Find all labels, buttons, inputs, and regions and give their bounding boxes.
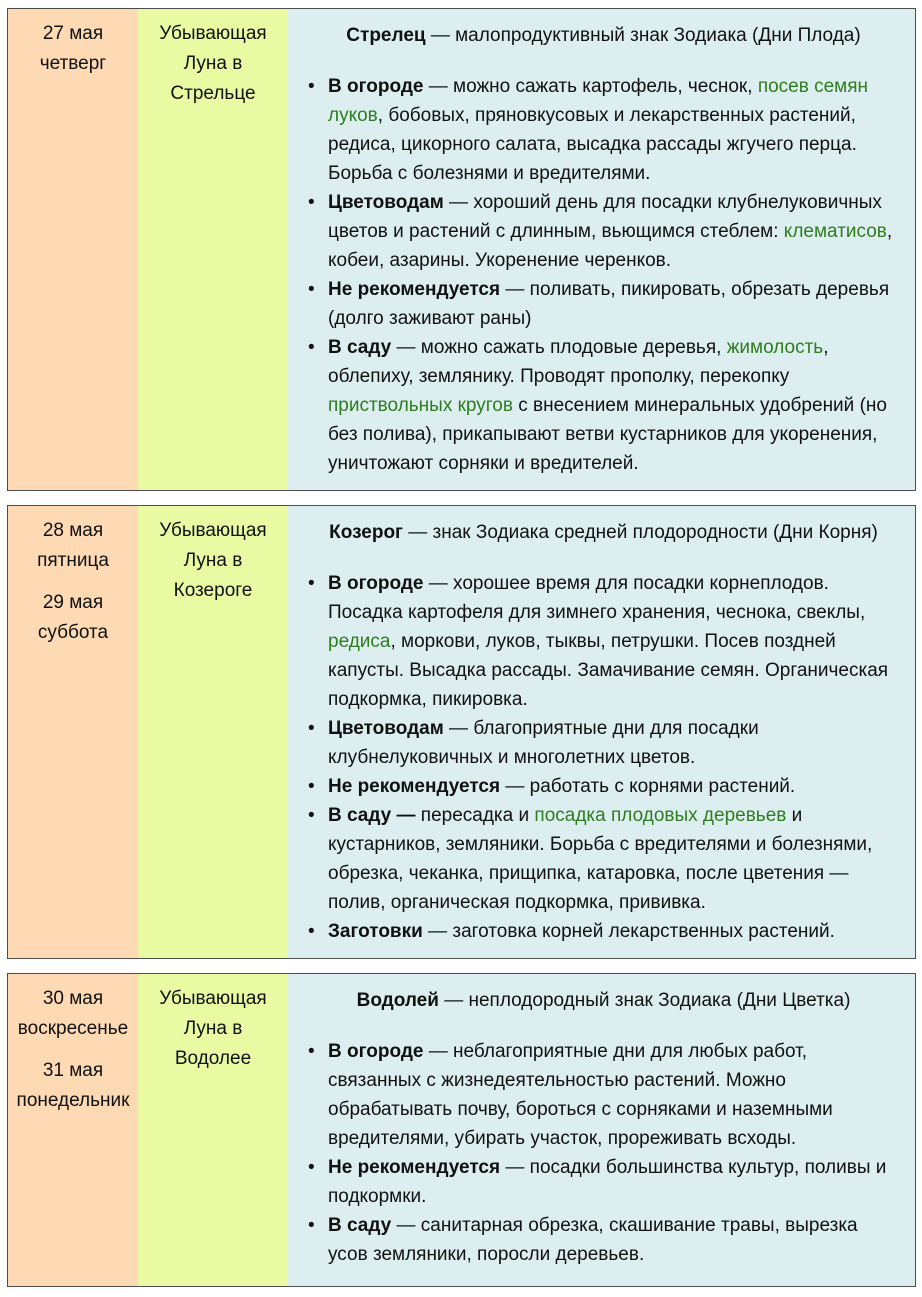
moon-phase-cell: Убывающая Луна в Водолее — [138, 974, 288, 1286]
highlighted-term: приствольных кругов — [328, 395, 513, 416]
details-cell — [288, 506, 915, 958]
date-text: 30 мая воскресенье — [17, 988, 129, 1039]
bullet-label: Не рекомендуется — [328, 279, 501, 300]
zodiac-header — [306, 518, 901, 547]
recommendations-list — [306, 1037, 901, 1269]
recommendation-item — [306, 188, 901, 275]
recommendation-item — [306, 917, 901, 946]
bullet-text: — благоприятные дни для посадки клубнелуковичных и многолетних цветов. — [328, 718, 759, 768]
recommendation-item — [306, 1153, 901, 1211]
bullet-text: — можно сажать картофель, чеснок, — [423, 76, 758, 97]
date-cell — [8, 9, 138, 490]
highlighted-term: посев семян луков — [328, 76, 869, 126]
zodiac-header — [306, 986, 901, 1015]
bullet-text: — поливать, пикировать, обрезать деревья (долго заживают раны) — [328, 279, 890, 329]
recommendation-item — [306, 1211, 901, 1269]
calendar-row — [7, 505, 916, 959]
bullet-text: — знак Зодиака средней плодородности (Дни Корня) — [402, 522, 878, 543]
recommendation-item — [306, 333, 901, 478]
recommendation-item — [306, 714, 901, 772]
bullet-label: В саду — [328, 337, 392, 358]
recommendation-item — [306, 275, 901, 333]
bullet-label: Не рекомендуется — [328, 776, 501, 797]
bullet-label: Заготовки — [328, 921, 423, 942]
date-text: 27 мая четверг — [39, 23, 107, 74]
bullet-text: , облепиху, землянику. Проводят прополку, перекопку — [328, 337, 829, 387]
recommendation-item — [306, 1037, 901, 1153]
bullet-text: пересадка и — [415, 805, 535, 826]
details-cell — [288, 974, 915, 1286]
recommendation-item — [306, 72, 901, 188]
bullet-text: — хорошее время для посадки корнеплодов. Посадка картофеля для зимнего хранения, чеснока, свеклы, — [328, 573, 866, 623]
date-text: 29 мая суббота — [37, 592, 109, 643]
date-text: 28 мая пятница — [37, 520, 109, 571]
bullet-label: Цветоводам — [328, 718, 444, 739]
bullet-text: — санитарная обрезка, скашивание травы, вырезка усов земляники, поросли деревьев. — [328, 1215, 858, 1265]
bullet-text: — заготовка корней лекарственных растений. — [422, 921, 835, 942]
bullet-text: — можно сажать плодовые деревья, — [391, 337, 727, 358]
bullet-label: Цветоводам — [328, 192, 444, 213]
date-cell — [8, 506, 138, 958]
bullet-label: Водолей — [356, 990, 439, 1011]
bullet-label: В огороде — [328, 1041, 424, 1062]
bullet-text: , моркови, луков, тыквы, петрушки. Посев поздней капусты. Высадка рассады. Замачивание семян. Органическая подкормка, пикировка. — [328, 631, 889, 710]
recommendation-item — [306, 801, 901, 917]
recommendation-item — [306, 569, 901, 714]
bullet-label: В саду — — [328, 805, 416, 826]
bullet-label: Стрелец — [346, 25, 426, 46]
calendar-row — [7, 973, 916, 1287]
bullet-text: — работать с корнями растений. — [500, 776, 796, 797]
date-cell — [8, 974, 138, 1286]
bullet-text: — неблагоприятные дни для любых работ, связанных с жизнедеятельностью растений. Можно обрабатывать почву, бороться с сорняками и наземными вредителями, убирать участок, прореживать всходы. — [328, 1041, 833, 1149]
moon-phase-cell: Убывающая Луна в Стрельце — [138, 9, 288, 490]
recommendation-item — [306, 772, 901, 801]
bullet-label: В огороде — [328, 76, 424, 97]
details-cell — [288, 9, 915, 490]
zodiac-header — [306, 21, 901, 50]
bullet-text: — неплодородный знак Зодиака (Дни Цветка) — [438, 990, 851, 1011]
recommendations-list — [306, 72, 901, 478]
bullet-label: Не рекомендуется — [328, 1157, 501, 1178]
bullet-text: — хороший день для посадки клубнелуковичных цветов и растений с длинным, вьющимся стеблем: — [328, 192, 882, 242]
bullet-text: с внесением минеральных удобрений (но без полива), прикапывают ветви кустарников для укоренения, уничтожают сорняки и вредителей. — [328, 395, 887, 474]
bullet-label: В огороде — [328, 573, 424, 594]
bullet-text: — посадки большинства культур, поливы и подкормки. — [328, 1157, 887, 1207]
bullet-text: — малопродуктивный знак Зодиака (Дни Плода) — [425, 25, 861, 46]
highlighted-term: редиса — [328, 631, 391, 652]
bullet-text: и кустарников, земляники. Борьба с вредителями и болезнями, обрезка, чеканка, прищипка, катаровка, после цветения — полив, органическая подкормка, прививка. — [328, 805, 873, 913]
bullet-text: , бобовых, пряновкусовых и лекарственных растений, редиса, цикорного салата, высадка рассады жгучего перца. Борьба с болезнями и вредителями. — [328, 105, 857, 184]
highlighted-term: посадка плодовых деревьев — [534, 805, 787, 826]
moon-phase-cell: Убывающая Луна в Козероге — [138, 506, 288, 958]
highlighted-term: жимолость — [726, 337, 824, 358]
calendar-row — [7, 8, 916, 491]
bullet-label: В саду — [328, 1215, 392, 1236]
date-text: 31 мая понедельник — [16, 1060, 130, 1111]
highlighted-term: клематисов — [783, 221, 887, 242]
bullet-label: Козерог — [329, 522, 403, 543]
bullet-text: , кобеи, азарины. Укоренение черенков. — [328, 221, 893, 271]
recommendations-list — [306, 569, 901, 946]
